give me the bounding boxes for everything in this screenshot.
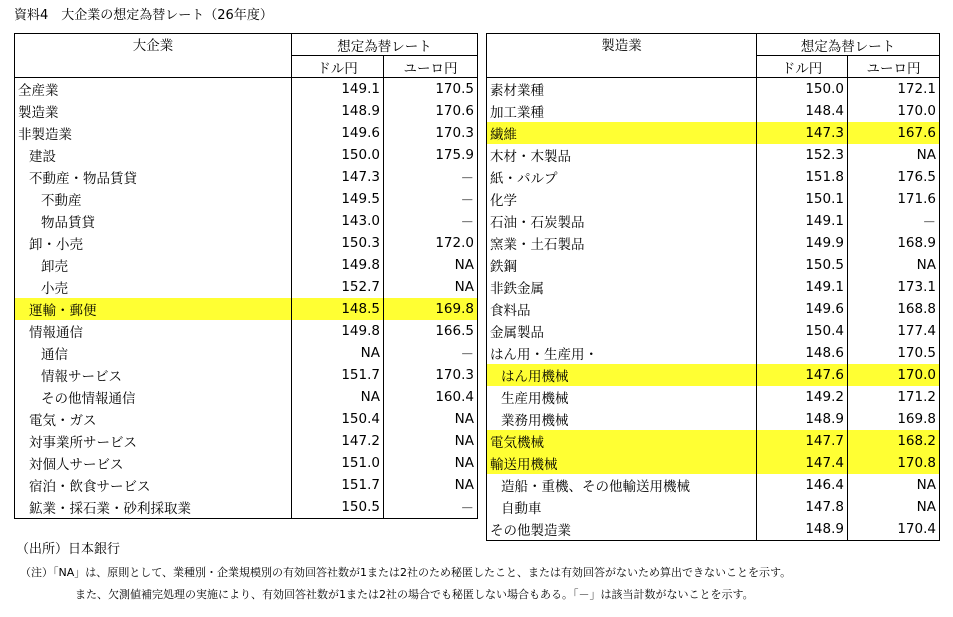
usd-rate-cell: 149.8	[292, 254, 384, 276]
table-row	[487, 276, 940, 298]
table-row	[15, 188, 478, 210]
row-label: 繊維	[487, 122, 757, 144]
table-row	[487, 386, 940, 408]
eur-header: ユーロ円	[848, 56, 940, 78]
eur-rate-cell: 170.6	[384, 100, 478, 122]
eur-rate-cell: 168.9	[848, 232, 940, 254]
eur-rate-cell: 170.5	[384, 78, 478, 101]
usd-rate-cell: 150.5	[757, 254, 848, 276]
eur-rate-cell: 170.5	[848, 342, 940, 364]
table-row	[15, 298, 478, 320]
eur-rate-cell: －	[384, 496, 478, 519]
eur-rate-cell: NA	[384, 474, 478, 496]
row-label: 全産業	[15, 78, 292, 101]
usd-rate-cell: 149.2	[757, 386, 848, 408]
table-row	[15, 144, 478, 166]
row-label: 鉱業・採石業・砂利採取業	[15, 496, 292, 519]
table-row	[15, 254, 478, 276]
usd-rate-cell: 151.7	[292, 474, 384, 496]
eur-rate-cell: 160.4	[384, 386, 478, 408]
row-label: 加工業種	[487, 100, 757, 122]
rate-header: 想定為替レート	[292, 34, 478, 56]
usd-rate-cell: 151.7	[292, 364, 384, 386]
usd-rate-cell: 149.1	[757, 210, 848, 232]
table-row	[487, 320, 940, 342]
usd-rate-cell: 149.6	[757, 298, 848, 320]
manufacturing-rate-table	[486, 33, 940, 541]
eur-rate-cell: 172.1	[848, 78, 940, 101]
usd-rate-cell: 149.1	[757, 276, 848, 298]
table-row	[487, 188, 940, 210]
manufacturing-rows	[487, 78, 940, 541]
table-row	[487, 496, 940, 518]
usd-rate-cell: 148.5	[292, 298, 384, 320]
row-label: 物品賃貸	[15, 210, 292, 232]
usd-rate-cell: 148.9	[757, 518, 848, 541]
eur-rate-cell: 175.9	[384, 144, 478, 166]
table-row	[487, 78, 940, 101]
row-label: 電気・ガス	[15, 408, 292, 430]
row-label: 不動産	[15, 188, 292, 210]
eur-rate-cell: 170.4	[848, 518, 940, 541]
eur-rate-cell: 168.8	[848, 298, 940, 320]
footnote-2: また、欠測値補完処理の実施により、有効回答社数が1または2社の場合でも秘匿しない場合もある。「－」は該当計数がないことを示す。	[75, 588, 754, 601]
usd-rate-cell: NA	[292, 386, 384, 408]
table-row	[15, 100, 478, 122]
eur-rate-cell: －	[384, 166, 478, 188]
table-row	[487, 364, 940, 386]
eur-rate-cell: －	[384, 188, 478, 210]
usd-rate-cell: NA	[292, 342, 384, 364]
eur-rate-cell: －	[384, 210, 478, 232]
document-title: 資料4 大企業の想定為替レート（26年度）	[14, 8, 273, 23]
table-row	[15, 408, 478, 430]
usd-rate-cell: 149.8	[292, 320, 384, 342]
usd-rate-cell: 150.4	[292, 408, 384, 430]
usd-rate-cell: 150.5	[292, 496, 384, 519]
table-row	[487, 122, 940, 144]
row-label: 非鉄金属	[487, 276, 757, 298]
usd-rate-cell: 147.2	[292, 430, 384, 452]
table-row	[15, 166, 478, 188]
eur-rate-cell: NA	[384, 254, 478, 276]
source-note: （出所）日本銀行	[16, 542, 121, 557]
table-row	[15, 78, 478, 101]
eur-rate-cell: 173.1	[848, 276, 940, 298]
large-enterprise-rows	[15, 78, 478, 519]
eur-rate-cell: 170.0	[848, 100, 940, 122]
row-label: 通信	[15, 342, 292, 364]
row-label: 小売	[15, 276, 292, 298]
row-label: その他製造業	[487, 518, 757, 541]
row-label: その他情報通信	[15, 386, 292, 408]
row-label: 情報通信	[15, 320, 292, 342]
table-row	[487, 298, 940, 320]
table-row	[15, 496, 478, 519]
row-label: 不動産・物品賃貸	[15, 166, 292, 188]
usd-rate-cell: 148.4	[757, 100, 848, 122]
eur-rate-cell: 171.2	[848, 386, 940, 408]
usd-rate-cell: 148.6	[757, 342, 848, 364]
row-label: 輸送用機械	[487, 452, 757, 474]
table-row	[487, 474, 940, 496]
row-label: 紙・パルプ	[487, 166, 757, 188]
usd-rate-cell: 150.3	[292, 232, 384, 254]
table-row	[487, 210, 940, 232]
row-label: はん用機械	[487, 364, 757, 386]
eur-rate-cell: 168.2	[848, 430, 940, 452]
row-label: 素材業種	[487, 78, 757, 101]
row-label: 情報サービス	[15, 364, 292, 386]
usd-rate-cell: 148.9	[292, 100, 384, 122]
row-label: 窯業・土石製品	[487, 232, 757, 254]
category-header: 大企業	[15, 34, 292, 78]
row-label: 業務用機械	[487, 408, 757, 430]
table-row	[487, 452, 940, 474]
row-label: 木材・木製品	[487, 144, 757, 166]
eur-rate-cell: NA	[848, 144, 940, 166]
eur-rate-cell: 170.3	[384, 364, 478, 386]
eur-rate-cell: NA	[384, 430, 478, 452]
eur-rate-cell: NA	[384, 276, 478, 298]
table-row	[15, 452, 478, 474]
row-label: 生産用機械	[487, 386, 757, 408]
usd-rate-cell: 146.4	[757, 474, 848, 496]
row-label: 自動車	[487, 496, 757, 518]
table-row	[15, 364, 478, 386]
usd-rate-cell: 152.7	[292, 276, 384, 298]
usd-rate-cell: 147.7	[757, 430, 848, 452]
table-row	[487, 518, 940, 541]
row-label: 化学	[487, 188, 757, 210]
eur-rate-cell: NA	[848, 254, 940, 276]
row-label: 対個人サービス	[15, 452, 292, 474]
table-row	[15, 474, 478, 496]
row-label: 金属製品	[487, 320, 757, 342]
usd-rate-cell: 147.8	[757, 496, 848, 518]
usd-rate-cell: 150.1	[757, 188, 848, 210]
usd-rate-cell: 148.9	[757, 408, 848, 430]
usd-rate-cell: 143.0	[292, 210, 384, 232]
eur-rate-cell: －	[848, 210, 940, 232]
usd-header: ドル円	[757, 56, 848, 78]
eur-rate-cell: 171.6	[848, 188, 940, 210]
table-row	[487, 144, 940, 166]
row-label: 宿泊・飲食サービス	[15, 474, 292, 496]
category-header: 製造業	[487, 34, 757, 78]
usd-rate-cell: 147.3	[292, 166, 384, 188]
eur-rate-cell: NA	[848, 474, 940, 496]
eur-rate-cell: 169.8	[848, 408, 940, 430]
usd-rate-cell: 149.9	[757, 232, 848, 254]
eur-rate-cell: NA	[848, 496, 940, 518]
usd-rate-cell: 152.3	[757, 144, 848, 166]
eur-rate-cell: 176.5	[848, 166, 940, 188]
eur-rate-cell: NA	[384, 408, 478, 430]
table-row	[487, 342, 940, 364]
usd-rate-cell: 150.4	[757, 320, 848, 342]
table-row	[15, 210, 478, 232]
eur-rate-cell: －	[384, 342, 478, 364]
table-row	[15, 386, 478, 408]
eur-rate-cell: 170.0	[848, 364, 940, 386]
table-row	[487, 430, 940, 452]
table-row	[487, 232, 940, 254]
usd-header: ドル円	[292, 56, 384, 78]
table-row	[487, 166, 940, 188]
eur-rate-cell: 177.4	[848, 320, 940, 342]
usd-rate-cell: 151.8	[757, 166, 848, 188]
eur-rate-cell: 172.0	[384, 232, 478, 254]
rate-header: 想定為替レート	[757, 34, 940, 56]
table-row	[15, 320, 478, 342]
table-row	[487, 100, 940, 122]
table-row	[15, 122, 478, 144]
row-label: 非製造業	[15, 122, 292, 144]
eur-rate-cell: 170.8	[848, 452, 940, 474]
footnote-1: （注）「NA」は、原則として、業種別・企業規模別の有効回答社数が1または2社のため秘匿したこと、または有効回答がないため算出できないことを示す。	[20, 566, 792, 579]
row-label: 運輸・郵便	[15, 298, 292, 320]
eur-rate-cell: NA	[384, 452, 478, 474]
usd-rate-cell: 150.0	[757, 78, 848, 101]
usd-rate-cell: 149.1	[292, 78, 384, 101]
row-label: はん用・生産用・	[487, 342, 757, 364]
large-enterprise-rate-table	[14, 33, 478, 519]
row-label: 石油・石炭製品	[487, 210, 757, 232]
usd-rate-cell: 147.3	[757, 122, 848, 144]
eur-rate-cell: 170.3	[384, 122, 478, 144]
usd-rate-cell: 147.4	[757, 452, 848, 474]
row-label: 電気機械	[487, 430, 757, 452]
usd-rate-cell: 149.5	[292, 188, 384, 210]
eur-rate-cell: 169.8	[384, 298, 478, 320]
table-row	[15, 342, 478, 364]
row-label: 対事業所サービス	[15, 430, 292, 452]
table-row	[487, 254, 940, 276]
row-label: 食料品	[487, 298, 757, 320]
eur-rate-cell: 166.5	[384, 320, 478, 342]
usd-rate-cell: 150.0	[292, 144, 384, 166]
eur-rate-cell: 167.6	[848, 122, 940, 144]
table-row	[15, 232, 478, 254]
usd-rate-cell: 149.6	[292, 122, 384, 144]
row-label: 卸・小売	[15, 232, 292, 254]
row-label: 卸売	[15, 254, 292, 276]
row-label: 製造業	[15, 100, 292, 122]
row-label: 鉄鋼	[487, 254, 757, 276]
table-row	[15, 276, 478, 298]
usd-rate-cell: 147.6	[757, 364, 848, 386]
row-label: 建設	[15, 144, 292, 166]
eur-header: ユーロ円	[384, 56, 478, 78]
row-label: 造船・重機、その他輸送用機械	[487, 474, 757, 496]
usd-rate-cell: 151.0	[292, 452, 384, 474]
table-row	[487, 408, 940, 430]
table-row	[15, 430, 478, 452]
